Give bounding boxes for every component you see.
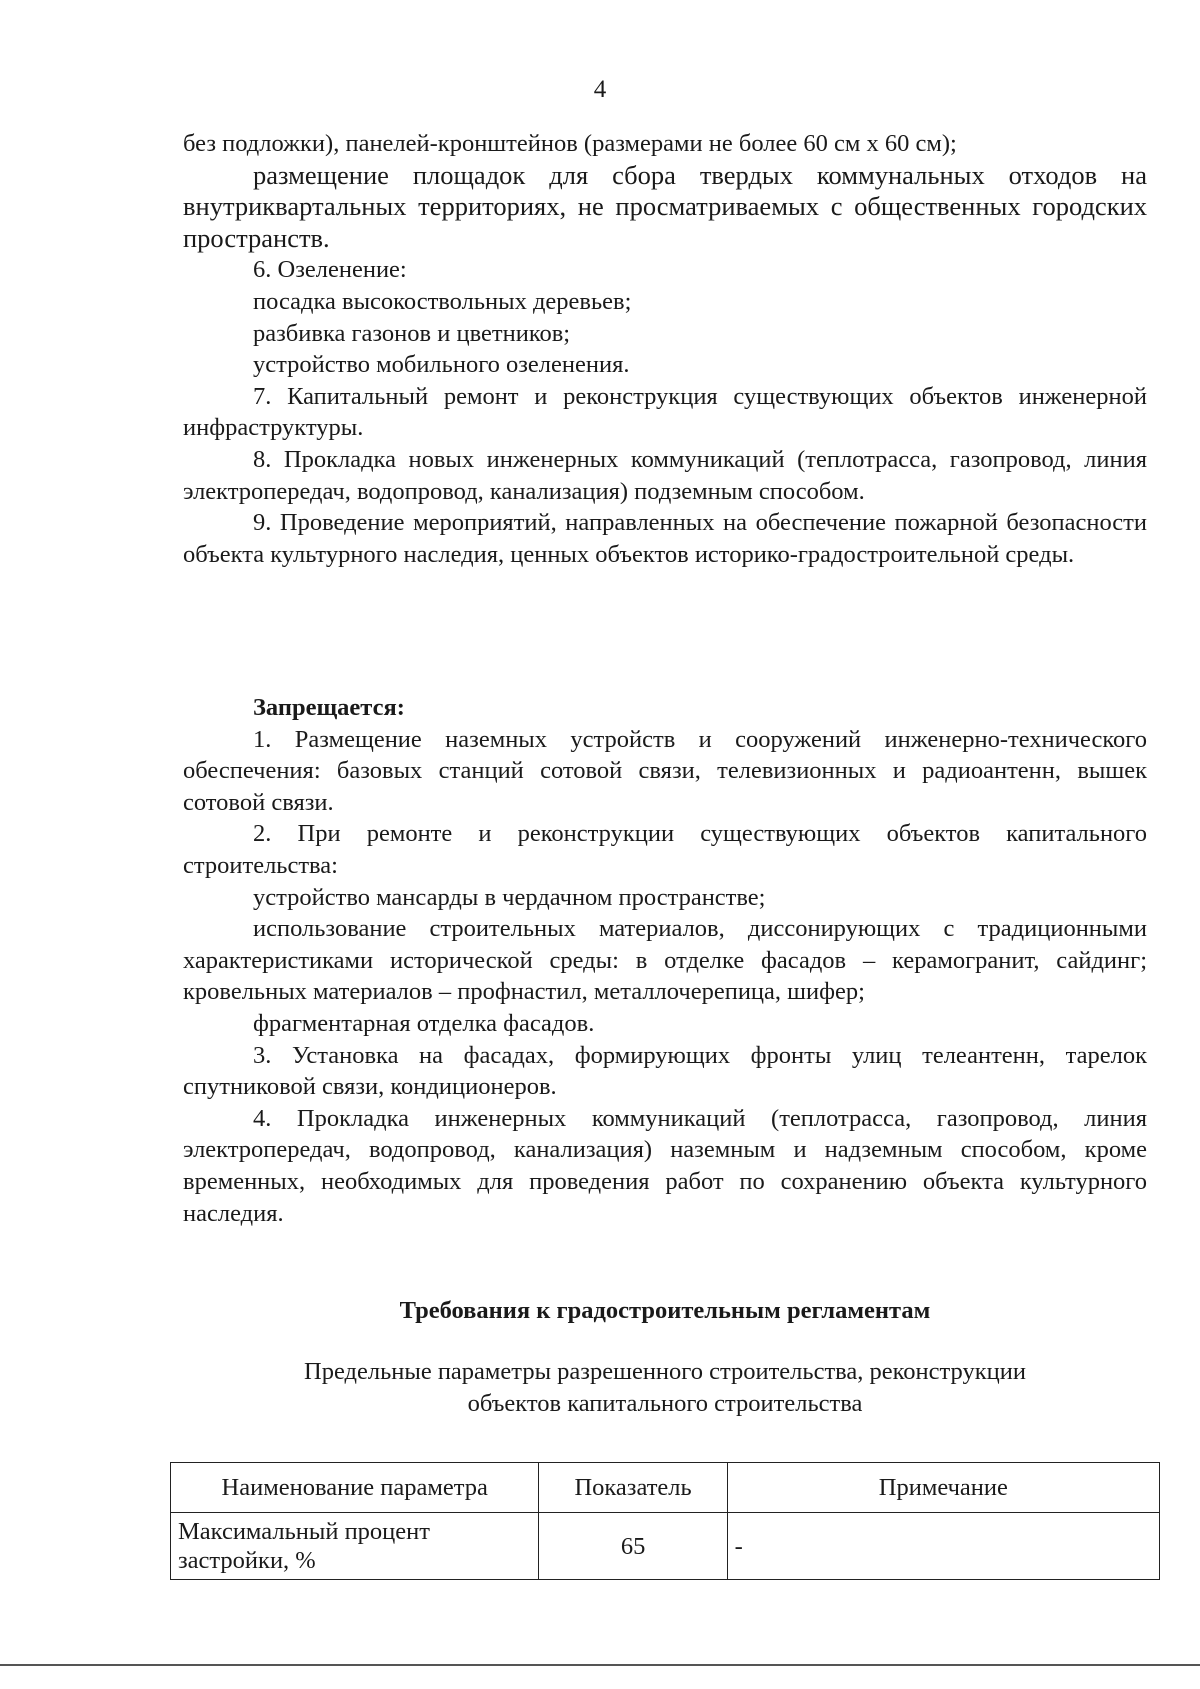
prohibited-section	[183, 692, 1147, 1229]
paragraph: устройство мансарды в чердачном пространстве;	[253, 883, 766, 911]
subtitle-line: Предельные параметры разрешенного строительства, реконструкции	[304, 1358, 1026, 1385]
cell-parameter-note: -	[727, 1513, 1159, 1580]
column-header-name: Наименование параметра	[171, 1463, 539, 1513]
paragraph: 4. Прокладка инженерных коммуникаций (теплотрасса, газопровод, линия электропередач, водопровод, канализация) наземным и надземным способом, кроме временных, необходимых для проведения работ по сохранению объекта культурного наследия.	[183, 1104, 1147, 1227]
prohibited-heading: Запрещается:	[253, 694, 405, 721]
column-header-value: Показатель	[539, 1463, 727, 1513]
paragraph: размещение площадок для сбора твердых коммунальных отходов на внутриквартальных территориях, не просматриваемых с общественных городских пространств.	[183, 159, 1147, 253]
paragraph: 7. Капитальный ремонт и реконструкция существующих объектов инженерной инфраструктуры.	[183, 382, 1147, 442]
upper-text-block	[183, 128, 1147, 570]
paragraph: 6. Озеленение:	[253, 256, 407, 284]
column-header-note: Примечание	[727, 1463, 1159, 1513]
parameters-table	[170, 1462, 1160, 1580]
paragraph: 3. Установка на фасадах, формирующих фронты улиц телеантенн, тарелок спутниковой связи, кондиционеров.	[183, 1041, 1147, 1101]
page-number: 4	[593, 76, 607, 103]
cell-parameter-name: Максимальный процент застройки, %	[171, 1513, 539, 1580]
subtitle-line: объектов капитального строительства	[467, 1390, 863, 1417]
paragraph: разбивка газонов и цветников;	[253, 319, 571, 347]
scan-edge-line	[0, 1664, 1200, 1666]
paragraph: использование строительных материалов, диссонирующих с традиционными характеристиками исторической среды: в отделке фасадов – керамогранит, сайдинг; кровельных материалов – профнастил, металлочерепица, шифер;	[183, 915, 1147, 1006]
paragraph: без подложки), панелей-кронштейнов (размерами не более 60 см х 60 см);	[183, 130, 957, 157]
paragraph: 1. Размещение наземных устройств и сооружений инженерно-технического обеспечения: базовых станций сотовой связи, телевизионных и радиоантенн, вышек сотовой связи.	[183, 725, 1147, 816]
table-row	[171, 1513, 1160, 1580]
table-header-row	[171, 1463, 1160, 1513]
cell-parameter-value: 65	[539, 1513, 727, 1580]
paragraph: 8. Прокладка новых инженерных коммуникаций (теплотрасса, газопровод, линия электропередач, водопровод, канализация) подземным способом.	[183, 445, 1147, 505]
paragraph: фрагментарная отделка фасадов.	[253, 1009, 595, 1037]
paragraph: посадка высокоствольных деревьев;	[253, 287, 632, 315]
table-subtitle	[183, 1356, 1147, 1420]
prohibited-list	[183, 724, 1147, 1230]
paragraph: 9. Проведение мероприятий, направленных на обеспечение пожарной безопасности объекта культурного наследия, ценных объектов историко-градостроительной среды.	[183, 509, 1147, 568]
paragraph: устройство мобильного озеленения.	[253, 351, 630, 379]
paragraph: 2. При ремонте и реконструкции существующих объектов капитального строительства:	[183, 820, 1147, 879]
section-title: Требования к градостроительным регламентам	[399, 1297, 931, 1324]
